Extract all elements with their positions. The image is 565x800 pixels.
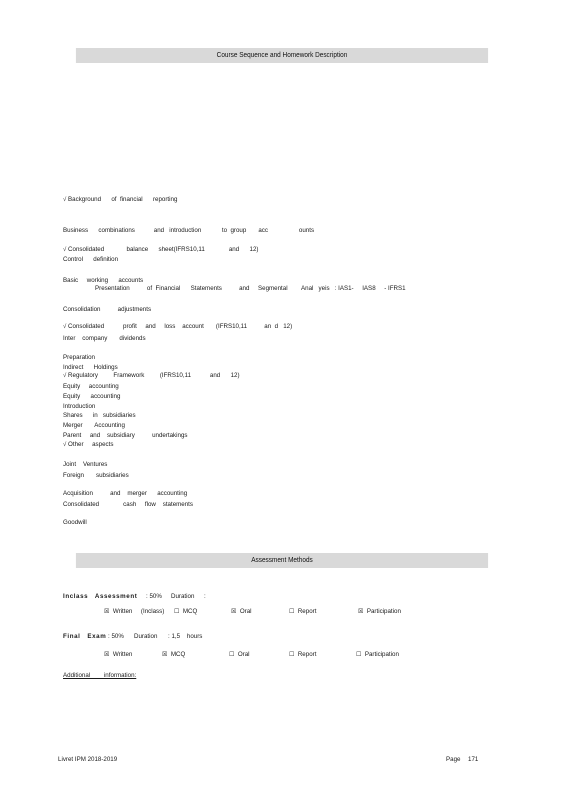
checkbox-empty-icon: ☐ <box>289 609 295 615</box>
list-item: Shares in subsidiaries <box>63 411 136 419</box>
check-icon: √ <box>63 197 67 204</box>
checkbox-checked-icon: ☒ <box>358 609 364 615</box>
inclass-option-oral[interactable]: ☒ Oral <box>231 608 252 615</box>
final-percentage: : 50% <box>108 633 124 640</box>
list-item: Goodwill <box>63 518 87 526</box>
final-option-oral[interactable]: ☐ Oral <box>229 651 250 658</box>
final-option-report[interactable]: ☐ Report <box>289 651 317 658</box>
course-sequence-header: Course Sequence and Homework Description <box>76 48 488 63</box>
final-option-participation[interactable]: ☐ Participation <box>356 651 399 658</box>
inclass-assessment-label: Inclass Assessment <box>63 593 138 600</box>
section-title: √ Background of financial reporting <box>63 196 178 204</box>
check-icon: √ <box>63 442 67 449</box>
check-icon: √ <box>63 247 67 254</box>
final-duration-value: : 1,5 hours <box>168 633 203 640</box>
inclass-duration-value: : <box>204 593 206 600</box>
list-item: Equity accounting <box>63 382 119 390</box>
additional-information: Additional information: <box>63 672 137 679</box>
section-title: √ Consolidated profit and loss account (IFRS10,11 an d 12) <box>63 323 293 331</box>
list-item: Business combinations and introduction to group acc ounts <box>63 226 315 234</box>
inclass-option-written[interactable]: ☒ Written (Inclass) <box>104 608 165 615</box>
list-item: Basic working accounts <box>63 276 144 284</box>
check-icon: √ <box>63 373 67 380</box>
list-item: Presentation of Financial Statements and Segmental Anal yeis : IAS1- IAS8 - IFRS1 <box>95 284 406 292</box>
list-item: Introduction <box>63 402 96 410</box>
checkbox-empty-icon: ☐ <box>229 652 235 658</box>
checkbox-empty-icon: ☐ <box>289 652 295 658</box>
inclass-duration-label: Duration <box>171 593 195 600</box>
list-item: Equity accounting <box>63 392 121 400</box>
checkbox-checked-icon: ☒ <box>104 652 110 658</box>
section-title: √ Consolidated balance sheet(IFRS10,11 and 12) <box>63 246 259 254</box>
section-title: √ Regulatory Framework (IFRS10,11 and 12) <box>63 372 240 380</box>
checkbox-checked-icon: ☒ <box>162 652 168 658</box>
final-duration-label: Duration <box>134 633 158 640</box>
inclass-percentage: : 50% <box>146 593 162 600</box>
checkbox-checked-icon: ☒ <box>231 609 237 615</box>
list-item: Control definition <box>63 255 119 263</box>
final-exam-label: Final Exam <box>63 633 107 640</box>
list-item: Joint Ventures <box>63 460 108 468</box>
inclass-option-mcq[interactable]: ☐ MCQ <box>174 608 198 615</box>
final-option-mcq[interactable]: ☒ MCQ <box>162 651 186 658</box>
list-item: Parent and subsidiary undertakings <box>63 431 188 439</box>
check-icon: √ <box>63 324 67 331</box>
section-other-aspects <box>63 421 193 519</box>
inclass-option-report[interactable]: ☐ Report <box>289 608 317 615</box>
list-item: Preparation <box>63 353 95 361</box>
assessment-methods-header: Assessment Methods <box>76 553 488 568</box>
footer-document-title: Livret IPM 2018-2019 <box>58 756 118 763</box>
list-item: Consolidation adjustments <box>63 305 152 313</box>
list-item: Inter company dividends <box>63 334 146 342</box>
inclass-option-participation[interactable]: ☒ Participation <box>358 608 401 615</box>
section-title: √ Other aspects <box>63 441 114 449</box>
checkbox-checked-icon: ☒ <box>104 609 110 615</box>
list-item: Merger Accounting <box>63 422 125 430</box>
list-item: Foreign subsidiaries <box>63 471 129 479</box>
list-item: Acquisition and merger accounting <box>63 489 188 497</box>
footer-page-label: Page <box>446 756 461 763</box>
final-option-written[interactable]: ☒ Written <box>104 651 133 658</box>
footer-page-number: 171 <box>468 756 479 763</box>
checkbox-empty-icon: ☐ <box>174 609 180 615</box>
list-item: Indirect Holdings <box>63 363 118 371</box>
checkbox-empty-icon: ☐ <box>356 652 362 658</box>
list-item: Consolidated cash flow statements <box>63 500 193 508</box>
